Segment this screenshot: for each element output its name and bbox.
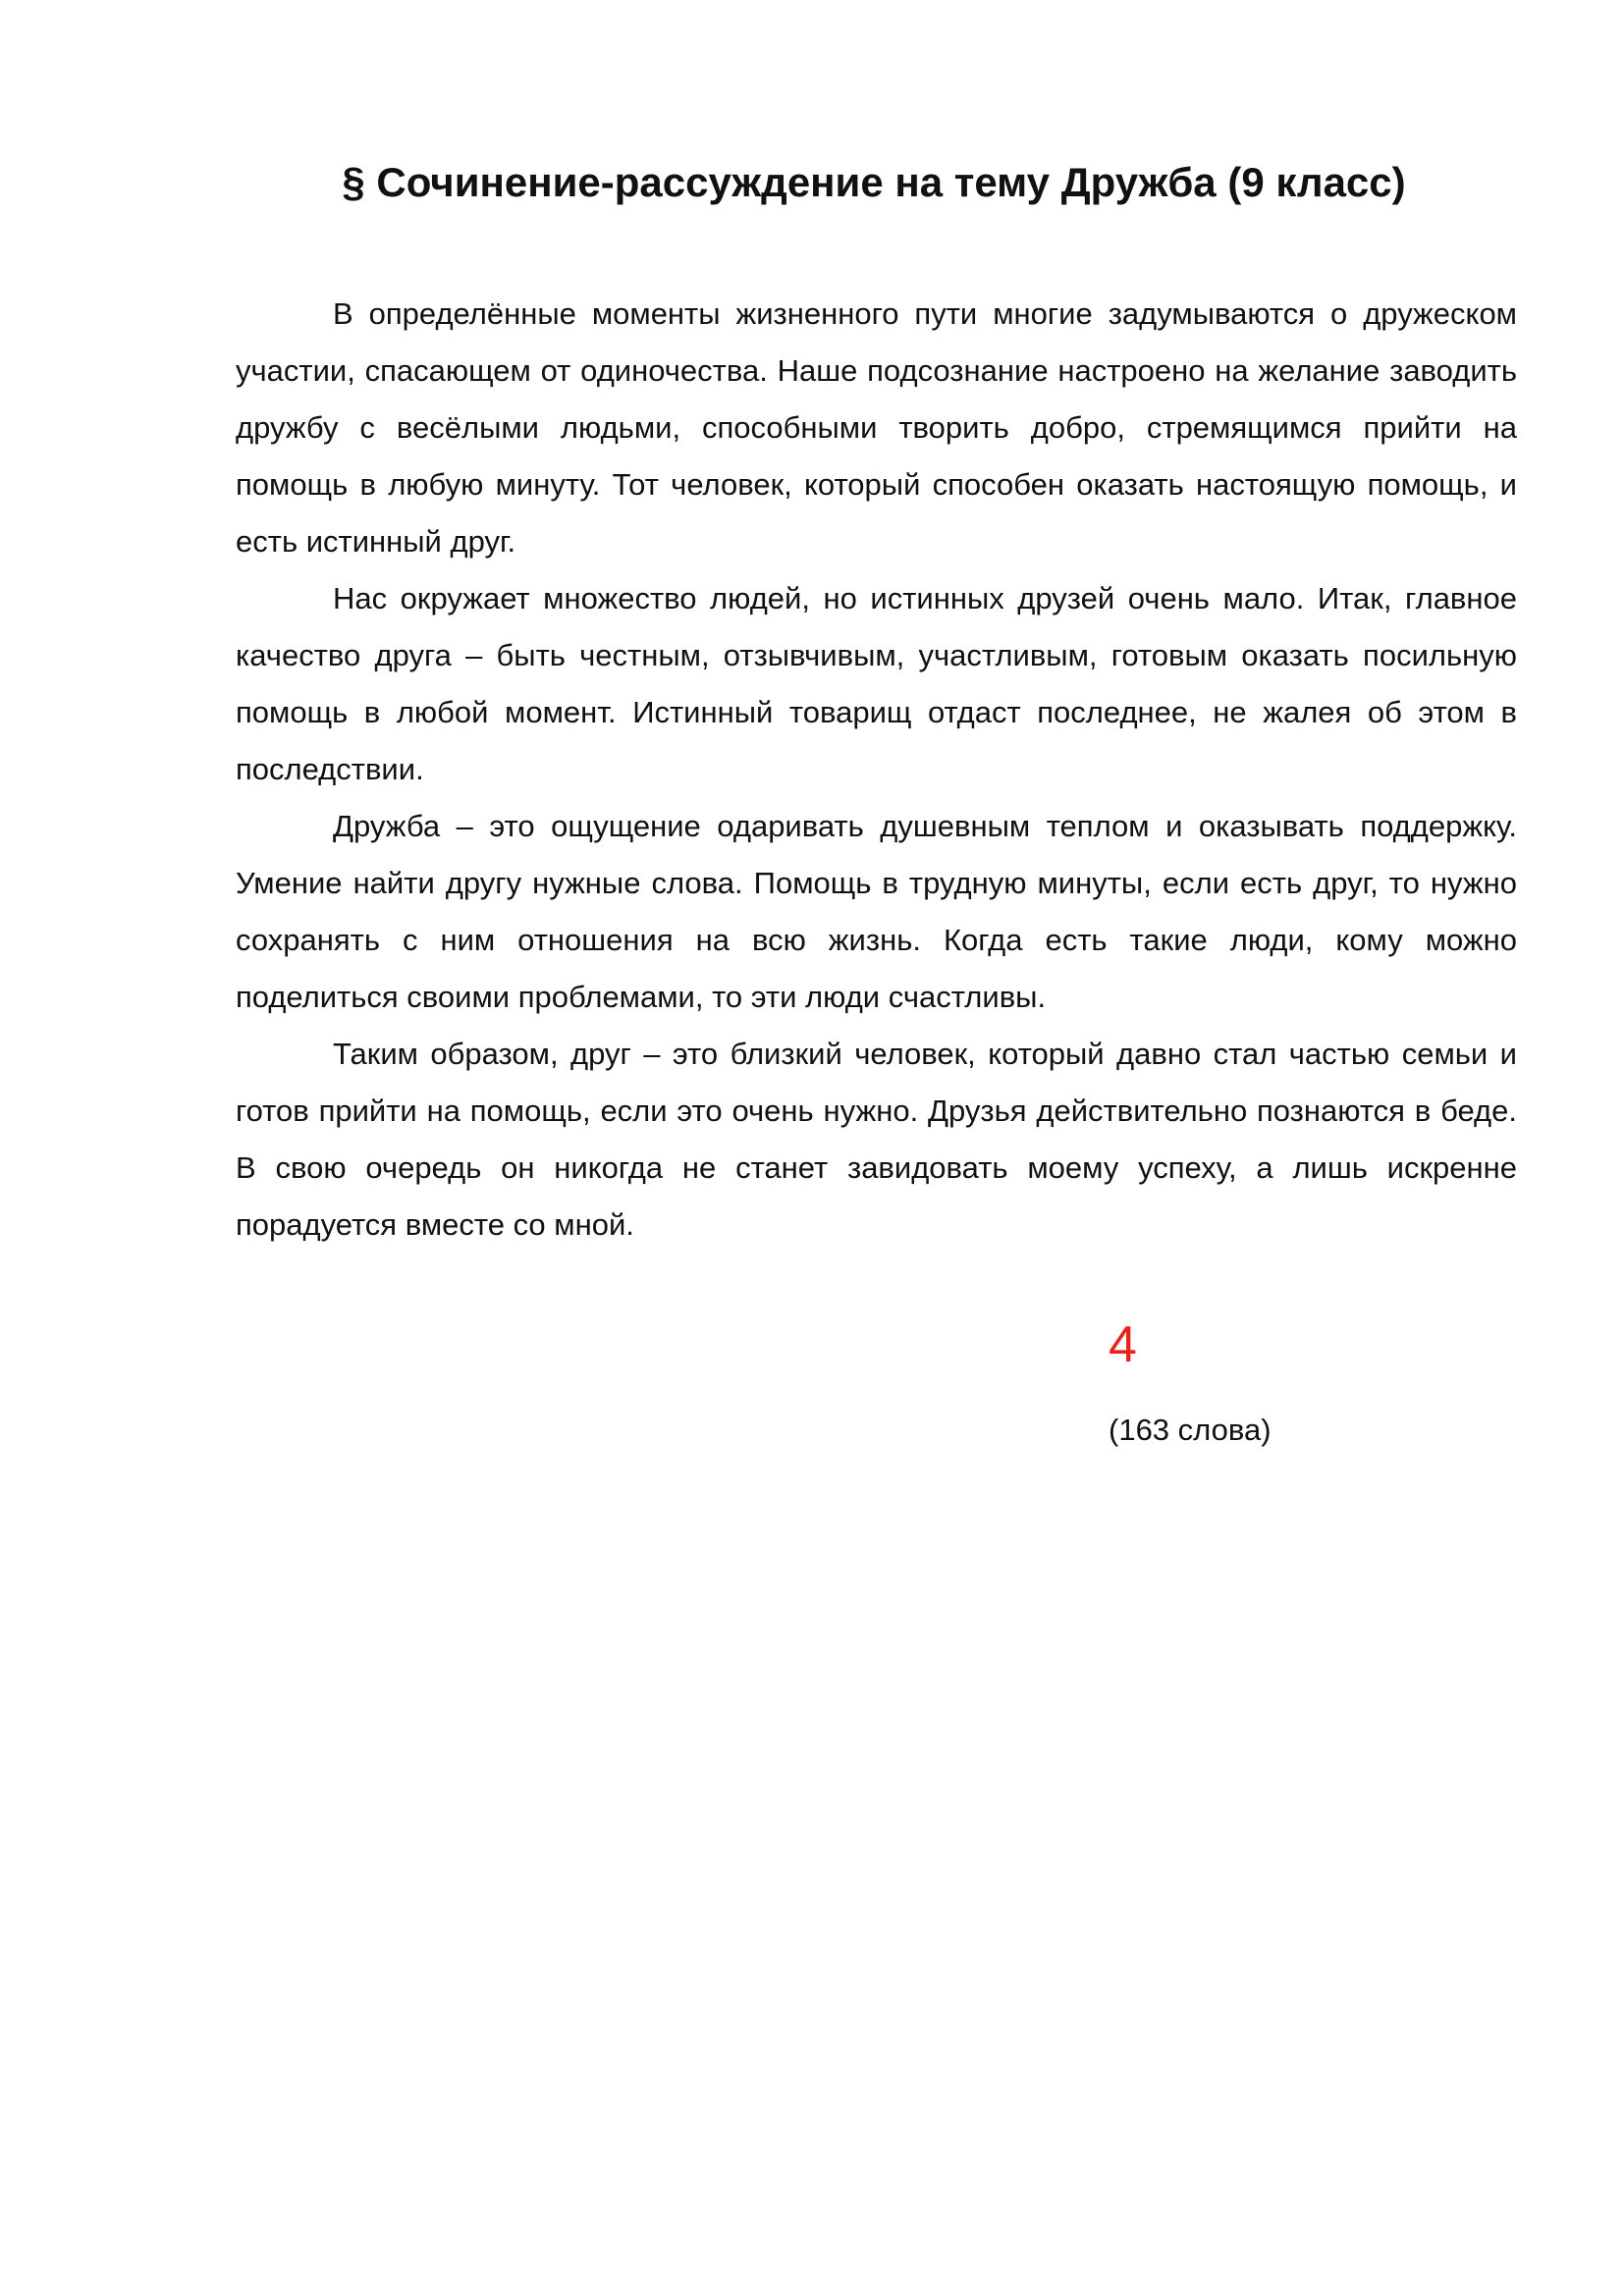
paragraph-3: Дружба – это ощущение одаривать душевным теплом и оказывать поддержку. Умение найти другу нужные слова. Помощь в трудную минуты, если есть друг, то нужно сохранять с ним отношения на всю жизнь. Когда есть такие люди, кому можно поделиться своими проблемами, то эти люди счастливы. [236, 809, 1517, 1014]
paragraph-2: Нас окружает множество людей, но истинных друзей очень мало. Итак, главное качество друга – быть честным, отзывчивым, участливым, готовым оказать посильную помощь в любой момент. Истинный товарищ отдаст последнее, не жалея об этом в последствии. [236, 581, 1517, 786]
essay-body [236, 286, 1517, 1254]
grade-mark: 4 [1109, 1316, 1137, 1373]
paragraph-4: Таким образом, друг – это близкий человек, который давно стал частью семьи и готов прийти на помощь, если это очень нужно. Друзья действительно познаются в беде. В свою очередь он никогда не станет завидовать моему успеху, а лишь искренне порадуется вместе со мной. [236, 1037, 1517, 1242]
word-count: (163 слова) [1109, 1413, 1272, 1447]
paragraph-1: В определённые моменты жизненного пути многие задумываются о дружеском участии, спасающем от одиночества. Наше подсознание настроено на желание заводить дружбу с весёлыми людьми, способными творить добро, стремящимся прийти на помощь в любую минуту. Тот человек, который способен оказать настоящую помощь, и есть истинный друг. [236, 296, 1517, 559]
page-title: § Сочинение-рассуждение на тему Дружба (9 класс) [342, 159, 1406, 205]
